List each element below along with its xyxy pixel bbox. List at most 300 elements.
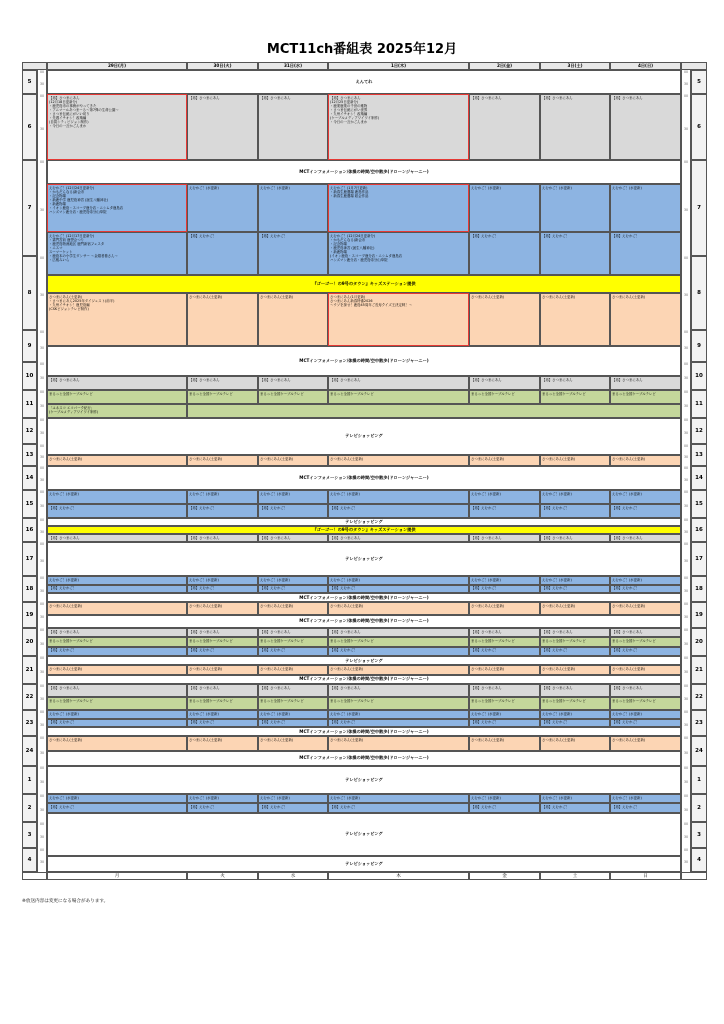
minute-mark-30: 30 [683, 642, 689, 646]
program-cell: さつまにあん(土更新) [328, 736, 469, 751]
program-cell: えむかご！(水更新) [47, 794, 187, 803]
footer-blank-right [681, 872, 707, 880]
minute-mark-30: 30 [39, 530, 45, 534]
minute-mark-30: 30 [39, 559, 45, 563]
program-cell: 【再】えむかご！ [328, 585, 469, 594]
program-cell: 【再】さつまにあん [47, 684, 187, 697]
minute-mark-00: 00 [39, 542, 45, 546]
minute-mark-00: 00 [683, 160, 689, 164]
hour-label-right: 6 [691, 94, 707, 160]
hour-label-right: 12 [691, 418, 707, 444]
program-cell: 【再】えむかご！ [610, 504, 681, 518]
minute-mark-30: 30 [683, 404, 689, 408]
minute-mark-00: 00 [39, 766, 45, 770]
minute-mark-00: 00 [39, 684, 45, 688]
program-banner: MCTインフォメーション/体操の時間/空中散歩(ドローンジャーニー) [47, 466, 681, 490]
program-cell: 【再】えむかご！ [610, 647, 681, 656]
minute-mark-00: 00 [39, 822, 45, 826]
program-cell: さつまにあん(土更新) [258, 293, 328, 346]
minute-mark-30: 30 [683, 559, 689, 563]
minute-marks-left [37, 362, 47, 390]
program-cell: まるっと全国ケーブルテレビ [187, 637, 258, 646]
program-cell: さつまにあん(土更新) [187, 455, 258, 466]
program-cell: えむかご！(水更新) [328, 576, 469, 585]
program-cell: 【再】さつまにあん (12月18日更新分) ・鹿児島市の事務がやってきた ・アニマールあつまーる～第7弾の生命公園～ ・さつま伝統にがいい切り ・先週イチオシ！改築編 (自賞シティビジョン制作) ・今日の一言かごんまか [47, 94, 187, 160]
program-cell: 【再】えむかご！ [610, 803, 681, 812]
minute-mark-30: 30 [39, 589, 45, 593]
minute-marks-left [37, 736, 47, 766]
program-cell: えむかご！(水更新) [47, 576, 187, 585]
program-cell: 【再】えむかご！ [47, 647, 187, 656]
minute-mark-00: 00 [39, 490, 45, 494]
minute-mark-00: 00 [683, 70, 689, 74]
program-banner: テレビショッピング [47, 766, 681, 794]
hour-label-left: 22 [22, 684, 37, 710]
program-cell: 【再】さつまにあん [258, 684, 328, 697]
hour-label-right: 20 [691, 628, 707, 656]
hour-label-right: 14 [691, 466, 707, 490]
program-cell: 【再】さつまにあん [47, 628, 187, 637]
minute-mark-00: 00 [39, 362, 45, 366]
hour-label-right: 4 [691, 848, 707, 872]
footer-blank-left [22, 872, 47, 880]
minute-mark-00: 00 [39, 602, 45, 606]
minute-mark-30: 30 [39, 478, 45, 482]
minute-marks-right [681, 794, 691, 822]
minute-mark-30: 30 [683, 208, 689, 212]
minute-mark-00: 00 [683, 444, 689, 448]
program-cell: さつまにあん(土更新) [610, 665, 681, 674]
minute-marks-right [681, 160, 691, 256]
program-cell: えむかご！(水更新) [540, 794, 610, 803]
program-cell: 【再】えむかご！ [258, 647, 328, 656]
hour-label-right: 16 [691, 518, 707, 542]
minute-mark-00: 00 [683, 822, 689, 826]
program-cell: まるっと全国ケーブルテレビ [47, 390, 187, 404]
minute-mark-30: 30 [683, 780, 689, 784]
minute-marks-left [37, 822, 47, 848]
hour-label-right: 7 [691, 160, 707, 256]
program-cell: 【再】えむかご！ [469, 647, 540, 656]
program-cell: 【再】さつまにあん [328, 376, 469, 390]
footer-day: 火 [187, 872, 258, 880]
minute-mark-30: 30 [39, 751, 45, 755]
program-cell: さつまにあん(土更新) [610, 736, 681, 751]
program-cell: 【再】さつまにあん [187, 94, 258, 160]
minute-marks-left [37, 330, 47, 362]
minute-mark-30: 30 [39, 376, 45, 380]
program-cell: えむかご！(水更新) [258, 710, 328, 719]
minute-mark-30: 30 [39, 615, 45, 619]
program-cell: まるっと全国ケーブルテレビ [540, 697, 610, 710]
minute-mark-00: 00 [39, 256, 45, 260]
program-cell: さつまにあん(土更新) [328, 602, 469, 615]
minute-mark-30: 30 [683, 504, 689, 508]
minute-mark-00: 00 [683, 710, 689, 714]
page-title: MCT11ch番組表 2025年12月 [266, 42, 458, 57]
header-blank-right [681, 62, 707, 70]
minute-mark-00: 00 [39, 160, 45, 164]
program-cell: 【再】えむかご！ [47, 585, 187, 594]
program-cell: 【再】さつまにあん [469, 628, 540, 637]
hour-label-right: 17 [691, 542, 707, 576]
minute-marks-right [681, 848, 691, 872]
program-cell: 【再】えむかご！ [187, 647, 258, 656]
program-cell: さつまにあん(土更新) [47, 602, 187, 615]
minute-marks-left [37, 94, 47, 160]
footer-day: 金 [469, 872, 540, 880]
program-cell: 【再】えむかご！ [47, 504, 187, 518]
minute-mark-30: 30 [683, 376, 689, 380]
program-banner: MCTインフォメーション/体操の時間/空中散歩(ドローンジャーニー) [47, 727, 681, 736]
minute-marks-right [681, 418, 691, 444]
program-cell: 【再】えむかご！ [469, 232, 540, 275]
minute-mark-30: 30 [39, 504, 45, 508]
program-cell: 【再】さつまにあん [187, 628, 258, 637]
minute-mark-00: 00 [39, 628, 45, 632]
program-cell: まるっと全国ケーブルテレビ [258, 390, 328, 404]
program-banner: MCTインフォメーション/体操の時間/空中散歩(ドローンジャーニー) [47, 160, 681, 184]
program-cell: まるっと全国ケーブルテレビ [469, 637, 540, 646]
program-cell: さつまにあん(土更新) [469, 665, 540, 674]
minute-marks-right [681, 602, 691, 628]
hour-label-right: 2 [691, 794, 707, 822]
program-cell: まるっと全国ケーブルテレビ [540, 637, 610, 646]
minute-mark-30: 30 [683, 723, 689, 727]
program-cell: まるっと全国ケーブルテレビ [187, 697, 258, 710]
program-banner: MCTインフォメーション/体操の時間/空中散歩(ドローンジャーニー) [47, 346, 681, 376]
program-cell: まるっと全国ケーブルテレビ [328, 390, 469, 404]
minute-marks-left [37, 160, 47, 256]
hour-label-left: 10 [22, 362, 37, 390]
program-cell: さつまにあん(土更新) [187, 736, 258, 751]
program-cell: さつまにあん(土更新) [610, 455, 681, 466]
program-cell: まるっと全国ケーブルテレビ [469, 390, 540, 404]
minute-marks-left [37, 684, 47, 710]
program-cell: さつまにあん(土更新) [47, 665, 187, 674]
hour-label-right: 11 [691, 390, 707, 418]
program-cell: 【再】えむかご！ [328, 719, 469, 728]
program-cell: まるっと全国ケーブルテレビ [610, 637, 681, 646]
program-cell: さつまにあん(土更新) [328, 665, 469, 674]
program-cell: 【再】さつまにあん [187, 376, 258, 390]
program-cell: 【再】えむかご！ [187, 585, 258, 594]
program-cell [187, 404, 681, 418]
minute-mark-00: 00 [39, 444, 45, 448]
program-cell: さつまにあん(土更新) [540, 455, 610, 466]
minute-mark-00: 00 [39, 518, 45, 522]
program-cell: 【再】さつまにあん [328, 534, 469, 542]
minute-marks-left [37, 256, 47, 330]
program-cell: まるっと全国ケーブルテレビ [258, 697, 328, 710]
minute-mark-00: 00 [39, 330, 45, 334]
program-cell: さつまにあん(土更新) [469, 602, 540, 615]
program-cell: えむかご！(水更新) [187, 710, 258, 719]
program-cell: さつまにあん(土更新) [540, 736, 610, 751]
minute-mark-00: 00 [39, 576, 45, 580]
hour-label-left: 7 [22, 160, 37, 256]
minute-mark-00: 00 [683, 390, 689, 394]
hour-label-left: 20 [22, 628, 37, 656]
program-cell: 【再】えむかご！ [47, 719, 187, 728]
hour-label-right: 3 [691, 822, 707, 848]
minute-marks-right [681, 576, 691, 602]
minute-marks-left [37, 794, 47, 822]
minute-mark-00: 00 [683, 256, 689, 260]
minute-marks-right [681, 710, 691, 736]
program-cell: さつまにあん(土更新) [610, 602, 681, 615]
program-cell: えむかご！(水更新) [258, 490, 328, 504]
hour-label-left: 11 [22, 390, 37, 418]
minute-marks-left [37, 490, 47, 518]
minute-marks-right [681, 766, 691, 794]
program-banner: テレビショッピング [47, 418, 681, 455]
minute-marks-left [37, 766, 47, 794]
program-cell: さつまにあん(土更新) [469, 455, 540, 466]
minute-mark-00: 00 [39, 710, 45, 714]
program-cell: えむかご！(水更新) [610, 710, 681, 719]
program-cell: 【再】えむかご！ [469, 585, 540, 594]
program-banner: MCTインフォメーション/体操の時間/空中散歩(ドローンジャーニー) [47, 615, 681, 628]
minute-mark-30: 30 [683, 530, 689, 534]
minute-mark-30: 30 [39, 404, 45, 408]
program-cell: 【再】さつまにあん [540, 376, 610, 390]
minute-mark-00: 00 [39, 848, 45, 852]
hour-label-left: 3 [22, 822, 37, 848]
program-cell: 【再】さつまにあん [328, 684, 469, 697]
hour-label-right: 15 [691, 490, 707, 518]
program-cell: 【再】さつまにあん [469, 684, 540, 697]
program-cell: 「ユネスコ エコパーク紀行」 (ケーブルメディアワイワイ制作) [47, 404, 187, 418]
minute-mark-00: 00 [683, 576, 689, 580]
minute-marks-left [37, 518, 47, 542]
hour-label-left: 5 [22, 70, 37, 94]
day-header: 3日(土) [540, 62, 610, 70]
program-cell: 【再】えむかご！ [610, 232, 681, 275]
program-cell: えむかご！(水更新) [258, 184, 328, 232]
hour-label-left: 8 [22, 256, 37, 330]
minute-mark-00: 00 [683, 466, 689, 470]
minute-mark-00: 00 [683, 736, 689, 740]
hour-label-left: 17 [22, 542, 37, 576]
program-cell: えむかご！(水更新) [540, 490, 610, 504]
program-cell: 【再】さつまにあん [540, 628, 610, 637]
program-banner: テレビショッピング [47, 856, 681, 872]
program-cell: 【再】さつまにあん [258, 94, 328, 160]
program-cell: えむかご！(水更新) [540, 710, 610, 719]
minute-mark-30: 30 [39, 455, 45, 459]
program-banner: 『ゴーゴー！の9号のタウン』キッズステーション提供 [47, 275, 681, 294]
minute-mark-30: 30 [39, 82, 45, 86]
minute-mark-30: 30 [39, 293, 45, 297]
program-banner: 『ゴーゴー！の9号のタウン』キッズステーション提供 [47, 526, 681, 534]
minute-marks-left [37, 444, 47, 466]
header-blank-left [22, 62, 47, 70]
minute-marks-right [681, 70, 691, 94]
hour-label-left: 12 [22, 418, 37, 444]
hour-label-left: 21 [22, 656, 37, 684]
program-cell: 【再】えむかご！ [469, 504, 540, 518]
minute-mark-00: 00 [39, 390, 45, 394]
minute-marks-right [681, 656, 691, 684]
minute-mark-30: 30 [683, 82, 689, 86]
program-cell: 【再】さつまにあん [540, 94, 610, 160]
minute-marks-left [37, 542, 47, 576]
program-cell: さつまにあん(土更新) [258, 455, 328, 466]
hour-label-right: 22 [691, 684, 707, 710]
day-header: 29日(月) [47, 62, 187, 70]
program-cell: まるっと全国ケーブルテレビ [610, 697, 681, 710]
hour-label-left: 24 [22, 736, 37, 766]
program-cell: えむかご！(12月24日更新分) ・かもだんなる(新会市 ・記念物場 ・鹿児島神宮 (誕生八幡神社) ・新鹿物場 (イオン鹿島・スコープ鹿分店・ニシムタ鹿島店 ハンズマン鹿分店・鹿児島帝分山草院 [328, 232, 469, 275]
program-cell: 【再】さつまにあん [469, 376, 540, 390]
minute-mark-30: 30 [683, 293, 689, 297]
minute-mark-30: 30 [39, 642, 45, 646]
footer-day: 水 [258, 872, 328, 880]
program-cell: 【再】えむかご！ [328, 803, 469, 812]
program-cell: 【再】さつまにあん [610, 94, 681, 160]
program-cell: さつまにあん(土更新) [469, 736, 540, 751]
program-cell: まるっと全国ケーブルテレビ [610, 390, 681, 404]
minute-marks-right [681, 542, 691, 576]
program-cell: さつまにあん(土更新) [187, 293, 258, 346]
program-cell: まるっと全国ケーブルテレビ [187, 390, 258, 404]
program-cell: 【再】えむかご！ [328, 647, 469, 656]
program-cell: えむかご！(水更新) [328, 710, 469, 719]
minute-mark-30: 30 [39, 431, 45, 435]
program-cell: 【再】さつまにあん [610, 376, 681, 390]
program-cell: さつまにあん(土更新) [610, 293, 681, 346]
hour-label-left: 2 [22, 794, 37, 822]
minute-mark-00: 00 [683, 518, 689, 522]
hour-label-left: 6 [22, 94, 37, 160]
program-cell: えむかご！(水更新) [610, 490, 681, 504]
minute-mark-00: 00 [39, 466, 45, 470]
program-cell: 【再】さつまにあん [469, 94, 540, 160]
program-cell: 【再】えむかご！ [469, 803, 540, 812]
program-cell: さつまにあん(土更新) [328, 455, 469, 466]
program-cell: さつまにあん(土更新) [540, 602, 610, 615]
program-cell: 【再】えむかご！ [610, 585, 681, 594]
minute-marks-right [681, 684, 691, 710]
program-cell: さつまにあん(1月更新) さつまにあん新春特番2026 ～ウソを探せ！鹿島45周年ご長寿クイズ王決定戦！～ [328, 293, 469, 346]
minute-mark-30: 30 [39, 208, 45, 212]
minute-mark-30: 30 [683, 615, 689, 619]
minute-marks-left [37, 466, 47, 490]
program-banner: MCTインフォメーション/体操の時間/空中散歩(ドローンジャーニー) [47, 675, 681, 684]
program-cell: えむかご！(12月17日更新分) ・霧門宮前 鹿摂会つり ・鹿児島物流地区 鹿門新宿フェスタ ・ニスマ スーマーケット ・鹿島本の小学生ダンサー 〜金婚者養さん〜 ・広報みいら [47, 232, 187, 275]
minute-mark-00: 00 [683, 684, 689, 688]
program-cell: えむかご！(水更新) [187, 184, 258, 232]
program-cell: えむかご！(水更新) [187, 576, 258, 585]
minute-marks-right [681, 444, 691, 466]
program-cell: 【再】えむかご！ [540, 719, 610, 728]
program-cell: 【再】えむかご！ [187, 504, 258, 518]
program-cell: えむかご！(水更新) [469, 490, 540, 504]
minute-marks-left [37, 418, 47, 444]
program-cell: まるっと全国ケーブルテレビ [328, 697, 469, 710]
hour-label-right: 19 [691, 602, 707, 628]
footer-day: 土 [540, 872, 610, 880]
program-cell: 【再】さつまにあん [610, 534, 681, 542]
program-cell: えむかご！(水更新) [610, 576, 681, 585]
program-cell: 【再】さつまにあん [47, 376, 187, 390]
program-cell: まるっと全国ケーブルテレビ [47, 637, 187, 646]
program-cell: 【再】えむかご！ [258, 719, 328, 728]
minute-marks-right [681, 362, 691, 390]
minute-mark-00: 00 [39, 94, 45, 98]
minute-marks-right [681, 330, 691, 362]
program-cell: えむかご！(水更新) [47, 710, 187, 719]
program-banner: テレビショッピング [47, 656, 681, 665]
program-cell: えむかご！(水更新) [328, 490, 469, 504]
program-cell: さつまにあん(土更新) [258, 736, 328, 751]
day-header: 30日(火) [187, 62, 258, 70]
minute-mark-00: 00 [39, 794, 45, 798]
minute-mark-00: 00 [683, 628, 689, 632]
program-cell: えむかご！(水更新) [47, 490, 187, 504]
program-cell: まるっと全国ケーブルテレビ [540, 390, 610, 404]
minute-mark-00: 00 [39, 418, 45, 422]
day-header: 1日(木) [328, 62, 469, 70]
minute-mark-00: 00 [683, 794, 689, 798]
program-cell: えむかご！(水更新) [610, 794, 681, 803]
program-cell: 【再】さつまにあん [187, 534, 258, 542]
program-cell: 【再】えむかご！ [540, 504, 610, 518]
program-cell: 【再】えむかご！ [258, 504, 328, 518]
program-cell: 【再】さつまにあん [610, 684, 681, 697]
program-cell: 【再】さつまにあん [187, 684, 258, 697]
program-cell: 【再】えむかご！ [47, 803, 187, 812]
program-cell: 【再】さつまにあん [540, 684, 610, 697]
program-cell: えむかご！(水更新) [469, 710, 540, 719]
program-cell: 【再】えむかご！ [540, 803, 610, 812]
hour-label-right: 24 [691, 736, 707, 766]
hour-label-right: 10 [691, 362, 707, 390]
program-cell: 【再】えむかご！ [540, 647, 610, 656]
program-cell: 【再】えむかご！ [540, 585, 610, 594]
program-banner: えんてれ [47, 70, 681, 94]
minute-mark-00: 00 [683, 490, 689, 494]
program-cell: 【再】えむかご！ [187, 232, 258, 275]
program-cell: まるっと全国ケーブルテレビ [469, 697, 540, 710]
minute-mark-00: 00 [683, 602, 689, 606]
minute-mark-30: 30 [39, 723, 45, 727]
minute-mark-00: 00 [39, 736, 45, 740]
program-cell: さつまにあん(土更新) [47, 736, 187, 751]
minute-marks-left [37, 710, 47, 736]
program-cell: さつまにあん(土更新) [540, 665, 610, 674]
program-cell: 【再】えむかご！ [258, 585, 328, 594]
minute-mark-00: 00 [683, 542, 689, 546]
program-cell: 【再】えむかご！ [187, 803, 258, 812]
minute-mark-00: 00 [683, 418, 689, 422]
minute-mark-00: 00 [683, 330, 689, 334]
hour-label-right: 13 [691, 444, 707, 466]
program-cell: さつまにあん(土更新) ・さつまにあん2025年ダイジェスト(前半) ・九州イチオシ！鹿児島編 (CSKビジョンテレビ制作) [47, 293, 187, 346]
footer-day: 月 [47, 872, 187, 880]
program-cell: 【再】さつまにあん [258, 628, 328, 637]
program-cell: 【再】さつまにあん [328, 628, 469, 637]
minute-mark-00: 00 [683, 848, 689, 852]
hour-label-right: 23 [691, 710, 707, 736]
program-cell: さつまにあん(土更新) [469, 293, 540, 346]
program-cell: 【再】えむかご！ [328, 504, 469, 518]
minute-mark-00: 00 [683, 656, 689, 660]
minute-mark-30: 30 [683, 127, 689, 131]
program-cell: まるっと全国ケーブルテレビ [258, 637, 328, 646]
hour-label-left: 13 [22, 444, 37, 466]
